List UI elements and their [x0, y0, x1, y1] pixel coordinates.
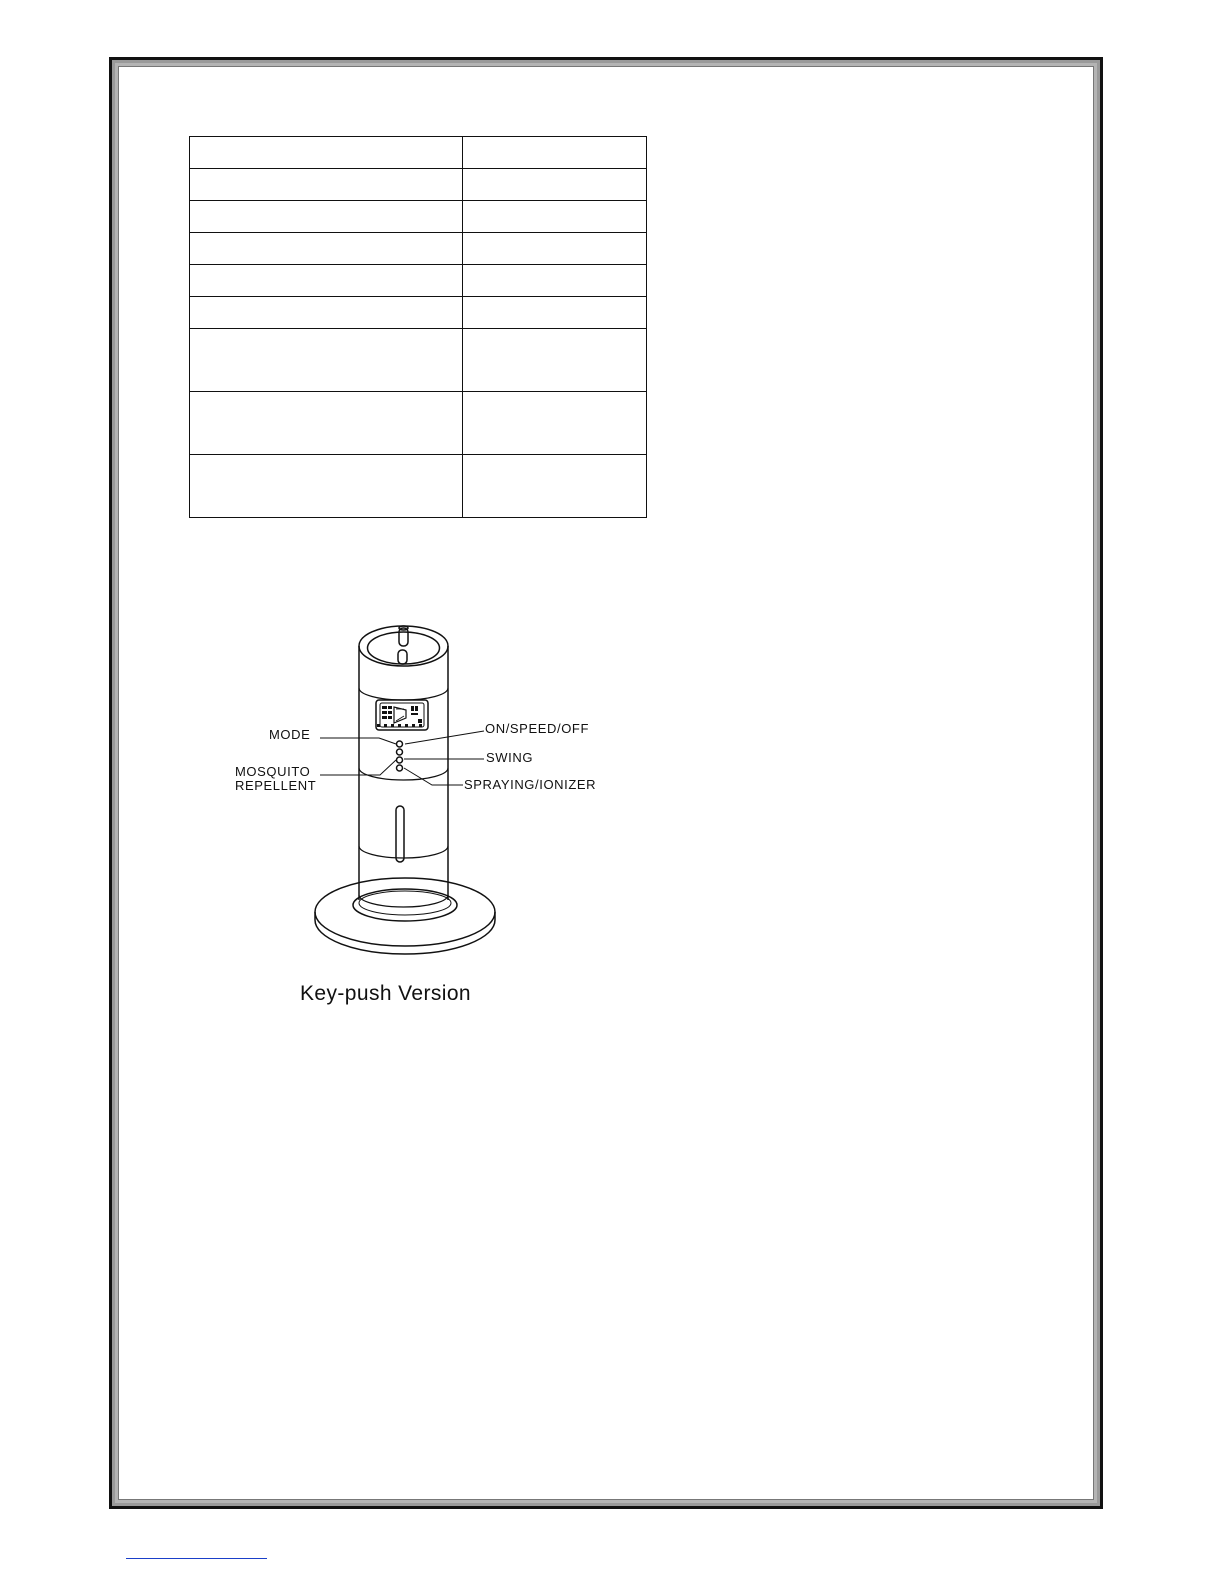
tower-fan-illustration — [230, 620, 630, 1020]
table-cell-label — [190, 169, 463, 201]
fan-base — [315, 878, 495, 954]
table-row — [190, 169, 647, 201]
table-cell-label — [190, 455, 463, 518]
table-cell-value — [463, 233, 647, 265]
table-row — [190, 297, 647, 329]
label-mode: MODE — [269, 727, 311, 742]
footer-link-underline — [126, 1558, 267, 1559]
table-row — [190, 265, 647, 297]
table-row — [190, 201, 647, 233]
table-cell-label — [190, 233, 463, 265]
specification-table — [189, 136, 647, 518]
table-cell-value — [463, 169, 647, 201]
table-row — [190, 455, 647, 518]
water-level-window — [396, 806, 404, 862]
label-mosquito-repellent-line1: MOSQUITO — [235, 764, 311, 779]
table-cell-label — [190, 329, 463, 392]
table-cell-value — [463, 297, 647, 329]
label-swing: SWING — [486, 750, 534, 765]
table-cell-value — [463, 137, 647, 169]
table-cell-label — [190, 297, 463, 329]
label-mosquito-repellent-line2: REPELLENT — [235, 778, 317, 793]
table-cell-value — [463, 455, 647, 518]
label-spraying-ionizer: SPRAYING/IONIZER — [464, 777, 597, 792]
fan-column — [359, 646, 448, 907]
table-cell-value — [463, 392, 647, 455]
table-cell-label — [190, 392, 463, 455]
table-row — [190, 137, 647, 169]
table-cell-label — [190, 265, 463, 297]
table-cell-value — [463, 201, 647, 233]
label-on-speed-off: ON/SPEED/OFF — [485, 721, 589, 736]
table-row — [190, 329, 647, 392]
table-cell-value — [463, 329, 647, 392]
table-row — [190, 233, 647, 265]
fan-top-cap — [359, 626, 448, 666]
fan-control-keys — [397, 741, 403, 771]
table-cell-label — [190, 201, 463, 233]
table-cell-value — [463, 265, 647, 297]
table-row — [190, 392, 647, 455]
table-cell-label — [190, 137, 463, 169]
figure-caption: Key-push Version — [300, 982, 471, 1005]
